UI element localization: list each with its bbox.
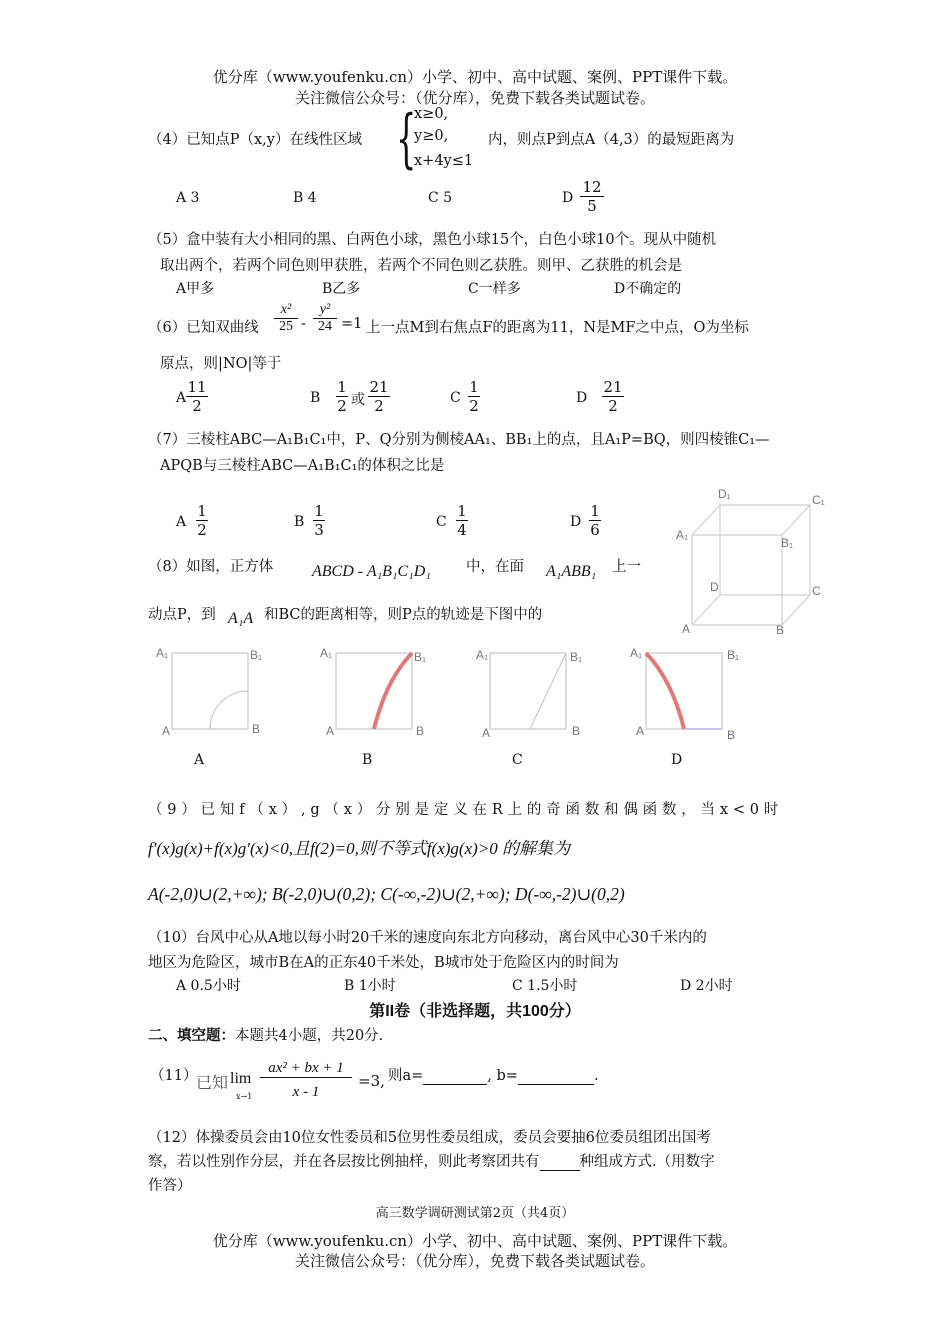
q6-f2-den: 24 [313, 318, 337, 335]
q5-option-a: A甲多 [176, 281, 215, 297]
q7-d-den: 6 [590, 521, 600, 539]
q6-option-b-fraction-2 [368, 378, 390, 415]
q6-a-num: 11 [187, 378, 207, 396]
q8-line-2a: 动点P，到 [148, 607, 216, 623]
q6-fraction-y [313, 302, 337, 335]
q7-b-den: 3 [314, 521, 324, 539]
cube-label-a: A [682, 622, 691, 636]
q7-option-b: B [294, 514, 305, 530]
q7-option-a-fraction [196, 502, 208, 539]
fig-a-square [172, 653, 248, 729]
q6-option-a-fraction [186, 378, 208, 415]
fig-c-line [530, 653, 566, 729]
part-2-title: 第II卷（非选择题，共100分） [369, 1003, 581, 1020]
q4-option-d: D [562, 190, 574, 206]
q5-option-c: C一样多 [468, 281, 521, 297]
q8-line-2var: A₁A [228, 610, 254, 627]
q11-known: 已知 [196, 1075, 229, 1092]
q6-text-1: 上一点M到右焦点F的距离为11，N是MF之中点，O为坐标 [366, 320, 749, 336]
q6-prefix: （6）已知双曲线 [148, 320, 259, 336]
fig-c-label-a: A [482, 726, 491, 740]
cube-label-b1: B₁ [781, 536, 794, 550]
cube-edge [782, 595, 810, 625]
q11-num: ax² + bx + 1 [268, 1060, 344, 1076]
q11-b-blank[interactable] [518, 1068, 594, 1085]
q6-line-2: 原点，则|NO|等于 [160, 356, 282, 372]
q11-end: . [593, 1068, 599, 1084]
cube-edge [782, 505, 810, 535]
fig-a-label-a: A [162, 724, 171, 738]
section-fill-in [148, 1024, 383, 1045]
section-desc: 本题共4小题，共20分. [235, 1028, 384, 1044]
cube-edge-hidden [692, 595, 720, 625]
fig-c-label-b: B [572, 724, 581, 738]
q8-cube-name: ABCD - A₁B₁C₁D₁ [312, 563, 431, 580]
q11-answer [388, 1064, 599, 1085]
q6-fraction-x [274, 302, 298, 335]
q5-line-1: （5）盒中装有大小相同的黑、白两色小球，黑色小球15个，白色小球10个。现从中随机 [148, 232, 717, 248]
q7-option-c-fraction [456, 502, 468, 539]
q11-eq: =3, [358, 1072, 385, 1090]
q7-line-2: APQB与三棱柱ABC—A₁B₁C₁的体积之比是 [160, 458, 445, 474]
q6-option-a: A [176, 390, 187, 406]
q4-suffix: 内，则点P到点A（4,3）的最短距离为 [488, 132, 735, 148]
q9-line-2: f′(x)g(x)+f(x)g′(x)<0,且f(2)=0,则不等式f(x)g(x)>0 的解集为 [148, 839, 570, 858]
q8-line-2b: 和BC的距离相等，则P点的轨迹是下图中的 [264, 607, 543, 623]
cube-label-d: D [710, 580, 719, 594]
fig-d-label-a1: A₁ [630, 646, 643, 660]
footer-line-1: 优分库（www.youfenku.cn）小学、初中、高中试题、案例、PPT课件下载。 [212, 1232, 738, 1250]
q10-line-1: （10）台风中心从A地以每小时20千米的速度向东北方向移动，离台风中心30千米内的 [148, 930, 707, 946]
fig-b-label-b: B [416, 724, 425, 738]
q12-line-2 [148, 1150, 715, 1171]
q12-line-1: （12）体操委员会由10位女性委员和5位男性委员组成，委员会要抽6位委员组团出国考 [148, 1130, 711, 1146]
q7-option-b-fraction [313, 502, 325, 539]
q6-b-num2: 21 [369, 378, 389, 396]
q11-lim-sub: x→1 [236, 1092, 253, 1101]
q6-option-b: B [310, 390, 321, 406]
q12-line-3: 作答） [148, 1178, 192, 1194]
q6-option-c-fraction [468, 378, 480, 415]
fig-caption-d: D [671, 752, 683, 768]
q10-option-b: B 1小时 [344, 978, 396, 994]
q4-d-den: 5 [580, 196, 604, 215]
q11-fraction [260, 1060, 352, 1101]
q5-option-d: D不确定的 [614, 281, 682, 297]
fig-d-curve [646, 653, 684, 729]
q7-b-num: 1 [314, 502, 324, 520]
fig-b-curve [374, 653, 412, 729]
q12-line-2b: 种组成方式.（用数字 [579, 1154, 715, 1170]
q11-a-blank[interactable] [423, 1068, 487, 1085]
q7-option-d: D [570, 514, 582, 530]
page-number: 高三数学调研测试第2页（共4页） [375, 1206, 575, 1221]
fig-b-label-b1: B₁ [414, 650, 427, 664]
q4-option-d-fraction [580, 178, 604, 215]
q8-prefix: （8）如图，正方体 [148, 559, 274, 575]
q7-d-num: 1 [590, 502, 600, 520]
q10-option-c: C 1.5小时 [512, 978, 578, 994]
fig-caption-a: A [194, 752, 205, 768]
fig-caption-b: B [362, 752, 373, 768]
q7-option-a: A [176, 514, 187, 530]
q5-line-2: 取出两个，若两个同色则甲获胜，若两个不同色则乙获胜。则甲、乙获胜的机会是 [160, 258, 682, 274]
cube-label-a1: A₁ [676, 528, 689, 542]
fig-d-label-a: A [636, 724, 645, 738]
q11-lim: lim [230, 1070, 252, 1087]
q6-d-num: 21 [603, 378, 623, 396]
q4-option-c: C 5 [428, 190, 453, 206]
q6-eq: =1 [341, 316, 363, 332]
q6-a-den: 2 [186, 396, 208, 415]
cube-label-c: C [812, 584, 821, 598]
q7-c-num: 1 [457, 502, 467, 520]
fig-d-label-b1: B₁ [727, 648, 740, 662]
q11-b-label: , b= [487, 1068, 518, 1084]
q6-f2-num: y² [319, 302, 331, 317]
q6-option-c: C [450, 390, 461, 406]
q8-mid: 中，在面 [466, 559, 524, 575]
fig-c-square [490, 653, 566, 729]
header-line-2: 关注微信公众号：（优分库），免费下载各类试题试卷。 [294, 89, 655, 107]
q6-b-num1: 1 [337, 378, 347, 396]
q7-a-num: 1 [197, 502, 207, 520]
q9-line-3: A(-2,0)∪(2,+∞); B(-2,0)∪(0,2); C(-∞,-2)∪(2,+∞); D(-∞,-2)∪(0,2) [148, 884, 625, 904]
q6-f1-den: 25 [274, 318, 298, 335]
q4-prefix: （4）已知点P（x,y）在线性区域 [148, 132, 362, 148]
q4-cond-1: x≥0, [414, 106, 449, 122]
footer-line-2: 关注微信公众号：（优分库），免费下载各类试题试卷。 [294, 1252, 655, 1270]
q6-option-d-fraction [602, 378, 624, 415]
q7-c-den: 4 [457, 521, 467, 539]
cube-edge [692, 505, 720, 535]
header-line-1: 优分库（www.youfenku.cn）小学、初中、高中试题、案例、PPT课件下载。 [212, 68, 738, 86]
fig-caption-c: C [512, 752, 523, 768]
cube-label-c1: C₁ [812, 493, 825, 507]
section-heading: 二、填空题： [148, 1028, 235, 1044]
q8-end: 上一 [612, 559, 641, 575]
fig-a-label-b: B [252, 722, 261, 736]
q8-face: A₁ABB₁ [546, 563, 597, 580]
q6-f1-num: x² [280, 302, 292, 317]
fig-b-label-a: A [326, 724, 335, 738]
q6-c-den: 2 [469, 397, 479, 415]
fig-a-arc [210, 691, 248, 729]
fig-a-label-b1: B₁ [250, 648, 263, 662]
q7-line-1: （7）三棱柱ABC—A₁B₁C₁中，P、Q分别为侧棱AA₁、BB₁上的点，且A₁P=BQ，则四棱锥C₁— [148, 432, 770, 448]
q6-minus: - [301, 316, 306, 332]
q8-figures [150, 640, 800, 750]
q4-d-num: 12 [582, 178, 602, 196]
q10-line-2: 地区为危险区，城市B在A的正东40千米处，B城市处于危险区内的时间为 [148, 955, 619, 971]
q6-option-d: D [576, 390, 588, 406]
q12-line-2a: 察，若以性别作分层，并在各层按比例抽样，则此考察团共有 [148, 1154, 540, 1170]
q4-cond-3: x+4y≤1 [414, 153, 474, 169]
cube-label-b: B [776, 623, 785, 637]
q5-option-b: B乙多 [322, 281, 361, 297]
q12-blank[interactable] [540, 1154, 580, 1171]
q11-den: x - 1 [260, 1077, 352, 1101]
q10-option-d: D 2小时 [680, 978, 733, 994]
fig-a-label-a1: A₁ [156, 646, 169, 660]
fig-b-label-a1: A₁ [320, 646, 333, 660]
q10-option-a: A 0.5小时 [176, 978, 241, 994]
q7-a-den: 2 [197, 521, 207, 539]
q4-cond-2: y≥0, [414, 128, 449, 144]
q4-brace: { [396, 102, 417, 176]
q4-option-b: B 4 [293, 190, 317, 206]
q11-a-label: 则a= [388, 1068, 424, 1084]
q6-d-den: 2 [602, 396, 624, 415]
fig-d-label-b: B [727, 728, 736, 742]
q6-b-den1: 2 [337, 397, 347, 415]
q6-option-b-fraction-1 [336, 378, 348, 415]
fig-c-label-b1: B₁ [570, 650, 583, 664]
q9-line-1: （9）已知f（x）,g（x）分别是定义在R上的奇函数和偶函数，当x<0时 [148, 802, 784, 818]
q7-option-d-fraction [589, 502, 601, 539]
q4-option-a: A 3 [176, 190, 200, 206]
q6-c-num: 1 [469, 378, 479, 396]
q11-prefix: （11） [150, 1068, 198, 1084]
fig-c-label-a1: A₁ [476, 648, 489, 662]
q7-option-c: C [436, 514, 447, 530]
q6-b-den2: 2 [368, 396, 390, 415]
q6-option-b-or: 或 [351, 392, 365, 408]
cube-label-d1: D₁ [718, 487, 731, 501]
